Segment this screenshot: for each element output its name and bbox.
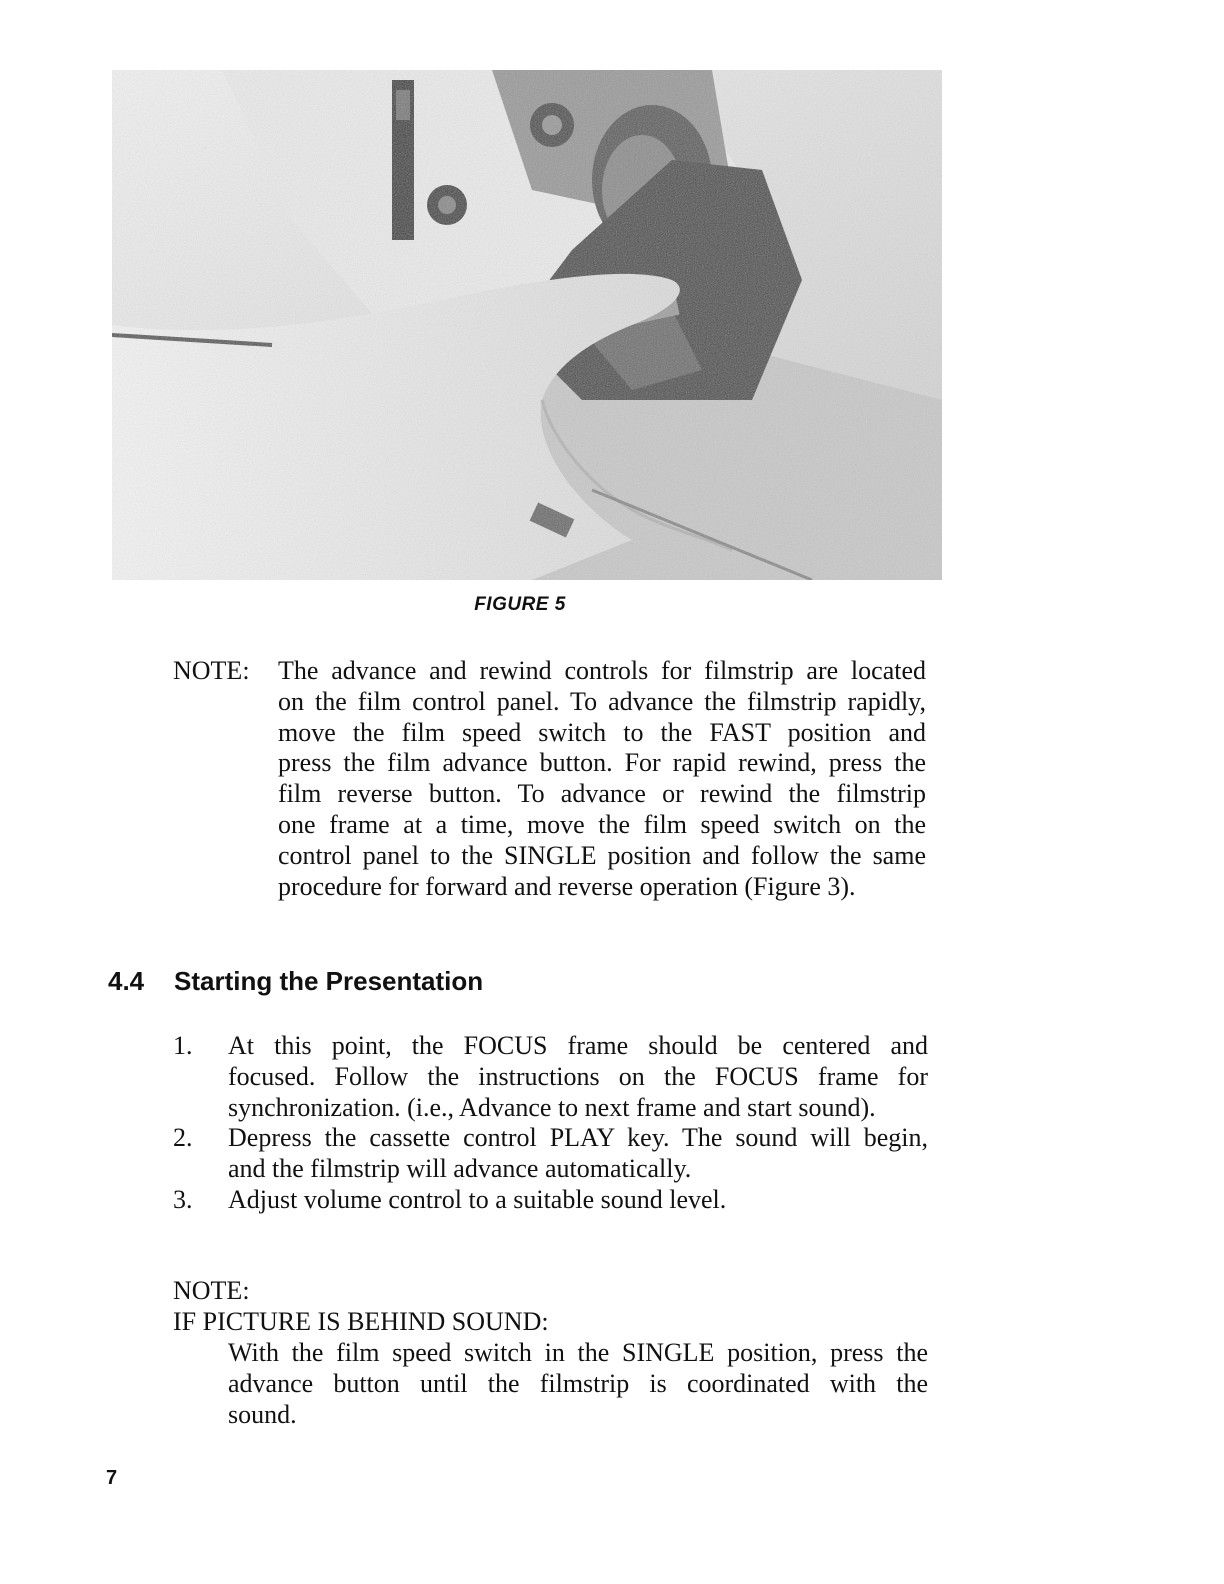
note-line: press the film advance button. For rapid rewind, press the — [278, 748, 926, 778]
note-subheading: IF PICTURE IS BEHIND SOUND: — [173, 1307, 549, 1336]
note-line: sound. — [228, 1399, 297, 1429]
step-marker: 2. — [173, 1123, 193, 1153]
step-marker: 3. — [173, 1184, 193, 1214]
page-number: 7 — [106, 1467, 118, 1489]
step-line: synchronization. (i.e., Advance to next frame and start sound). — [228, 1092, 876, 1122]
note-line: advance button until the filmstrip is coordinated with the — [228, 1368, 928, 1398]
note-label: NOTE: — [173, 656, 250, 685]
note-line: The advance and rewind controls for filmstrip are located — [278, 656, 926, 685]
list-item — [173, 1123, 933, 1185]
list-item — [173, 1185, 933, 1216]
step-line: focused. Follow the instructions on the FOCUS frame for — [228, 1061, 928, 1091]
step-line: Adjust volume control to a suitable sound level. — [228, 1184, 727, 1214]
figure-caption: FIGURE 5 — [474, 594, 566, 615]
note-line: move the film speed switch to the FAST position and — [278, 717, 926, 747]
note-body — [228, 1338, 928, 1430]
note-line: on the film control panel. To advance the filmstrip rapidly, — [278, 686, 926, 716]
steps-list — [173, 1031, 933, 1216]
step-marker: 1. — [173, 1031, 193, 1060]
projector-film-control-photo-icon — [112, 70, 942, 580]
figure-5-photo — [112, 70, 942, 580]
note-line: film reverse button. To advance or rewind the filmstrip — [278, 779, 926, 809]
step-line: At this point, the FOCUS frame should be centered and — [228, 1031, 928, 1060]
section-number: 4.4 — [108, 966, 145, 996]
list-item — [173, 1031, 933, 1123]
note-label: NOTE: — [173, 1276, 250, 1305]
step-line: Depress the cassette control PLAY key. The sound will begin, — [228, 1123, 928, 1153]
note-line: one frame at a time, move the film speed switch on the — [278, 809, 926, 839]
note-line: control panel to the SINGLE position and follow the same — [278, 840, 926, 870]
section-heading — [108, 966, 483, 997]
step-line: and the filmstrip will advance automatically. — [228, 1154, 692, 1184]
section-title: Starting the Presentation — [174, 966, 484, 996]
note-line: With the film speed switch in the SINGLE position, press the — [228, 1338, 928, 1367]
note-line: procedure for forward and reverse operation (Figure 3). — [278, 871, 856, 901]
note-body — [278, 656, 926, 902]
